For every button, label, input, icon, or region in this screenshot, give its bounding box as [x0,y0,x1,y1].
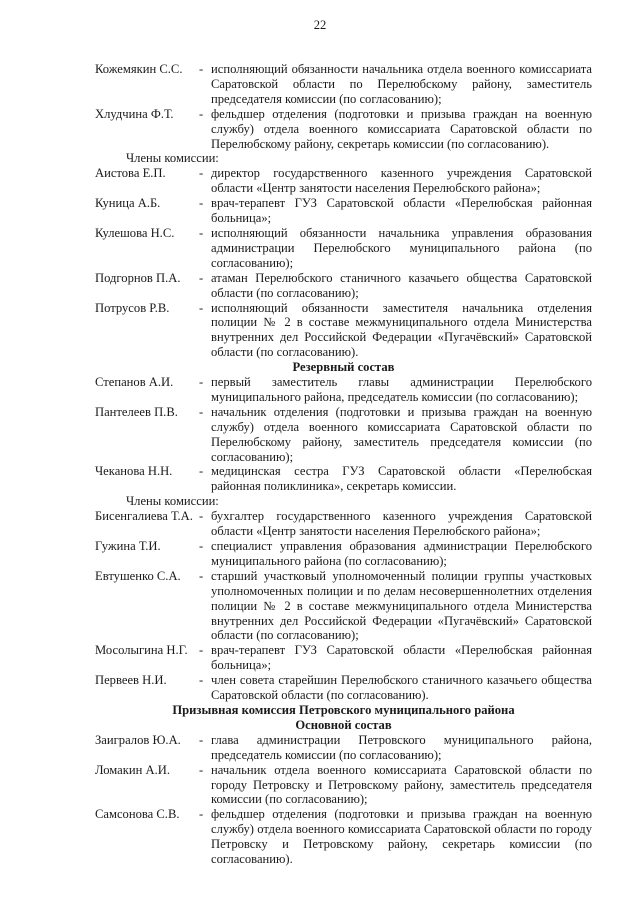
member-name: Первеев Н.И. [95,673,167,688]
member-position: первый заместитель главы администрации Перелюбского муниципального района, председатель комиссии (по согласованию); [211,375,592,404]
member-name: Бисенгалиева Т.А. [95,509,193,524]
member-position: специалист управления образования администрации Перелюбского муниципального района (по согласованию); [211,539,592,568]
member-position: фельдшер отделения (подготовки и призыва граждан на военную службу) отдела военного комиссариата Саратовской области по городу Петровску и Петровскому району, секретарь комиссии (по согласованию). [211,807,592,867]
member-entry [95,375,592,405]
dash-separator: - [199,196,204,211]
members-label: Члены комиссии: [126,151,219,166]
commission-members-list [95,166,592,360]
dash-separator: - [199,807,204,822]
member-entry [95,301,592,361]
member-position: атаман Перелюбского станичного казачьего общества Саратовской области (по согласованию); [211,270,592,300]
member-position: исполняющий обязанности заместителя начальника отделения полиции № 2 в составе межмуниципального отдела Министерства внутренних дел Российской Федерации «Пугачёвский» Саратовской области (по согласованию). [211,300,592,360]
member-entry [95,62,592,107]
member-name: Ломакин А.И. [95,762,170,777]
member-position: начальник отделения (подготовки и призыва граждан на военную службу) отдела военного комиссариата Саратовской области по Перелюбскому району, заместитель председателя комиссии (по согласованию); [211,404,592,464]
commission-heading: Призывная комиссия Петровского муниципального района [172,702,515,717]
reserve-heading: Резервный состав [292,360,395,375]
member-name: Кулешова Н.С. [95,225,175,240]
dash-separator: - [199,762,204,777]
member-name: Пантелеев П.В. [95,404,178,419]
member-entry [95,107,592,152]
dash-separator: - [199,166,204,181]
member-entry [95,569,592,644]
member-position: начальник отдела военного комиссариата Саратовской области по городу Петровску и Петровскому району, заместитель председателя комиссии (по согласованию); [211,762,592,807]
member-position: исполняющий обязанности начальника отдела военного комиссариата Саратовской области по Перелюбскому району, заместитель председателя комиссии (по согласованию); [211,62,592,106]
member-position: исполняющий обязанности начальника управления образования администрации Перелюбского муниципального района (по согласованию); [211,225,592,270]
member-entry [95,464,592,494]
dash-separator: - [199,673,204,688]
dash-separator: - [199,375,204,390]
dash-separator: - [199,106,204,121]
dash-separator: - [199,404,204,419]
member-entry [95,271,592,301]
member-name: Заигралов Ю.А. [95,732,181,747]
member-entry [95,166,592,196]
member-entry [95,405,592,465]
member-name: Потрусов Р.В. [95,300,170,315]
dash-separator: - [199,270,204,285]
member-name: Чеканова Н.Н. [95,464,173,479]
member-position: бухгалтер государственного казенного учреждения Саратовской области «Центр занятости населения Перелюбского района»; [211,509,592,539]
member-entry [95,539,592,569]
reserve-members-list [95,509,592,703]
dash-separator: - [199,643,204,658]
dash-separator: - [199,568,204,583]
dash-separator: - [199,225,204,240]
member-position: старший участковый уполномоченный полиции группы участковых уполномоченных полиции и по делам несовершеннолетних отделения полиции № 2 в составе межмуниципального отдела Министерства внутренних дел Российской Федерации «Пугачёвский» Саратовской области (по согласованию); [211,568,592,643]
member-entry [95,763,592,808]
member-name: Кожемякин С.С. [95,62,183,76]
member-name: Куница А.Б. [95,196,161,211]
member-entry [95,733,592,763]
dash-separator: - [199,300,204,315]
member-entry [95,673,592,703]
member-position: врач-терапевт ГУЗ Саратовской области «Перелюбская районная больница»; [211,196,592,226]
member-position: фельдшер отделения (подготовки и призыва граждан на военную службу) отдела военного комиссариата Саратовской области по Перелюбскому району, секретарь комиссии (по согласованию). [211,106,592,151]
dash-separator: - [199,62,204,76]
member-position: член совета старейшин Перелюбского станичного казачьего общества Саратовской области (по согласованию). [211,673,592,703]
member-entry [95,509,592,539]
member-entry [95,643,592,673]
member-name: Степанов А.И. [95,375,174,390]
member-name: Гужина Т.И. [95,539,161,553]
dash-separator: - [199,464,204,479]
member-position: врач-терапевт ГУЗ Саратовской области «Перелюбская районная больница»; [211,643,592,673]
member-position: глава администрации Петровского муниципального района, председатель комиссии (по согласованию); [211,732,592,762]
member-name: Подгорнов П.А. [95,270,181,285]
member-name: Мосолыгина Н.Г. [95,643,188,658]
member-name: Хлудчина Ф.Т. [95,106,174,121]
dash-separator: - [199,539,204,553]
members-label: Члены комиссии: [126,494,219,509]
member-name: Евтушенко С.А. [95,568,181,583]
member-entry [95,807,592,867]
member-entry [95,196,592,226]
member-name: Аистова Е.П. [95,166,166,181]
petrovsky-members-list [95,733,592,867]
dash-separator: - [199,509,204,524]
commission-members-block [95,62,592,151]
page-content [95,62,592,867]
page-number: 22 [313,18,327,32]
member-position: директор государственного казенного учреждения Саратовской области «Центр занятости населения Перелюбского района»; [211,166,592,196]
main-composition-heading: Основной состав [295,717,392,732]
reserve-leaders-list [95,375,592,494]
member-name: Самсонова С.В. [95,807,180,822]
member-entry [95,226,592,271]
dash-separator: - [199,732,204,747]
member-position: медицинская сестра ГУЗ Саратовской области «Перелюбская районная поликлиника», секретарь комиссии. [211,464,592,494]
